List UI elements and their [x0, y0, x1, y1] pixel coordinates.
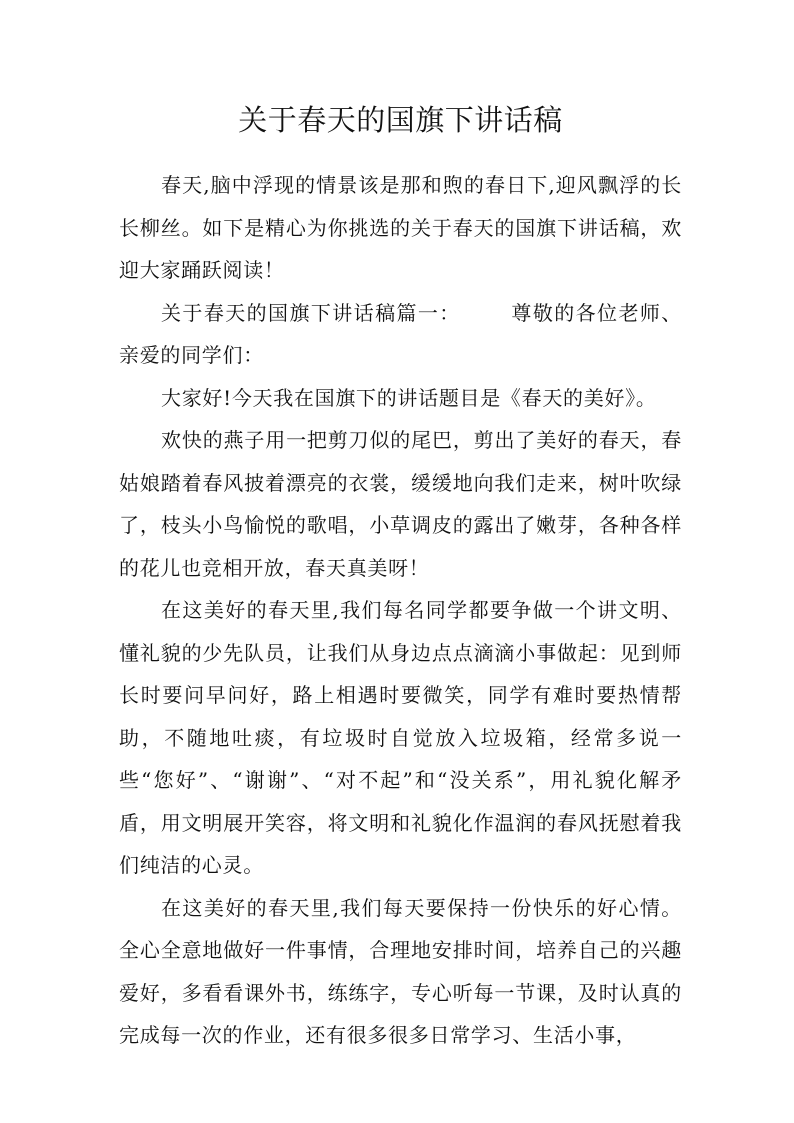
body-paragraph-1: 大家好!今天我在国旗下的讲话题目是《春天的美好》。: [161, 385, 657, 410]
document-body: [119, 164, 682, 1057]
section-heading: 关于春天的国旗下讲话稿篇一：: [161, 300, 461, 325]
salutation: 尊敬的各位老师、亲爱的同学们：: [119, 300, 682, 367]
body-paragraph-3: 在这美好的春天里,我们每名同学都要争做一个讲文明、懂礼貌的少先队员，让我们从身边点点滴滴小事做起：见到师长时要问早问好，路上相遇时要微笑，同学有难时要热情帮助，不随地吐痰，有垃圾时自觉放入垃圾箱，经常多说一些“您好”、“谢谢”、“对不起”和“没关系”，用礼貌化解矛盾，用文明展开笑容，将文明和礼貌化作温润的春风抚慰着我们纯洁的心灵。: [119, 598, 682, 877]
section-heading-paragraph: [119, 292, 682, 377]
document-title: 关于春天的国旗下讲话稿: [238, 103, 563, 137]
intro-paragraph: 春天,脑中浮现的情景该是那和煦的春日下,迎风飘浮的长长柳丝。如下是精心为你挑选的关于春天的国旗下讲话稿，欢迎大家踊跃阅读！: [119, 173, 682, 282]
body-paragraph-4: 在这美好的春天里,我们每天要保持一份快乐的好心情。全心全意地做好一件事情，合理地安排时间，培养自己的兴趣爱好，多看看课外书，练练字，专心听每一节课，及时认真的完成每一次的作业，还有很多很多日常学习、生活小事，: [119, 895, 682, 1047]
body-paragraph-2: 欢快的燕子用一把剪刀似的尾巴，剪出了美好的春天，春姑娘踏着春风披着漂亮的衣裳，缓缓地向我们走来，树叶吹绿了，枝头小鸟愉悦的歌唱，小草调皮的露出了嫩芽，各种各样的花儿也竞相开放，春天真美呀！: [119, 428, 682, 580]
